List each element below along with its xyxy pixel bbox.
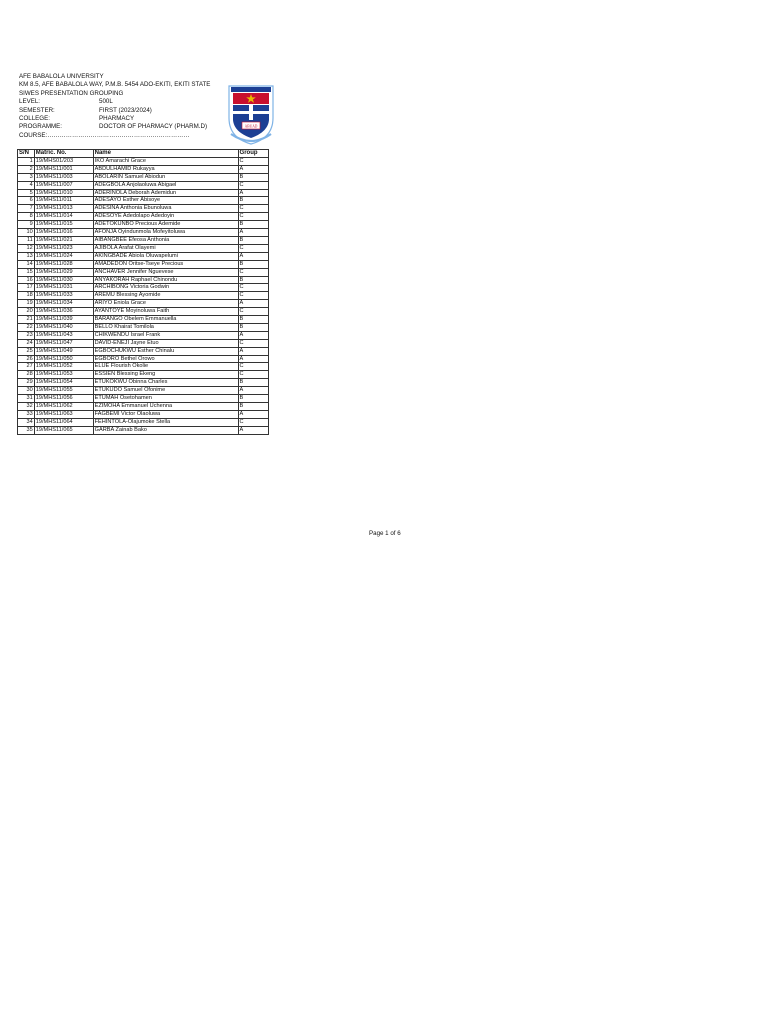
cell-group: B	[238, 276, 268, 284]
cell-name: BARANGO Obelem Emmanuella	[93, 316, 238, 324]
field-value: FIRST (2023/2024)	[99, 106, 152, 114]
table-row	[18, 339, 269, 347]
cell-group: C	[238, 339, 268, 347]
table-row	[18, 426, 269, 434]
cell-name: ETUMAH Osetohamen	[93, 395, 238, 403]
cell-sn: 4	[18, 181, 35, 189]
document-header	[19, 73, 234, 140]
cell-group: C	[238, 418, 268, 426]
cell-sn: 9	[18, 221, 35, 229]
cell-name: ETUKUDO Samuel Ofonime	[93, 387, 238, 395]
cell-name: ABOLARIN Samuel Abiodun	[93, 173, 238, 181]
cell-sn: 7	[18, 205, 35, 213]
table-row	[18, 403, 269, 411]
cell-matric: 19/MHS11/031	[34, 284, 93, 292]
cell-sn: 15	[18, 268, 35, 276]
cell-group: B	[238, 403, 268, 411]
column-header-name: Name	[93, 150, 238, 158]
cell-group: C	[238, 363, 268, 371]
table-row	[18, 387, 269, 395]
table-row	[18, 189, 269, 197]
cell-sn: 35	[18, 426, 35, 434]
cell-sn: 32	[18, 403, 35, 411]
cell-group: A	[238, 410, 268, 418]
field-label: COLLEGE:	[19, 115, 50, 123]
cell-name: ADESOYE Adedolapo Adedoyin	[93, 213, 238, 221]
cell-matric: 19/MHS11/011	[34, 197, 93, 205]
table-row	[18, 316, 269, 324]
cell-sn: 5	[18, 189, 35, 197]
cell-name: EZIMOHA Emmanuel Uchenna	[93, 403, 238, 411]
cell-name: ADERINOLA Deborah Ademidun	[93, 189, 238, 197]
cell-sn: 27	[18, 363, 35, 371]
table-row	[18, 363, 269, 371]
university-crest-logo	[227, 84, 275, 146]
cell-matric: 19/MHS11/021	[34, 236, 93, 244]
cell-matric: 19/MHS11/033	[34, 292, 93, 300]
cell-group: B	[238, 221, 268, 229]
table-row	[18, 300, 269, 308]
cell-sn: 21	[18, 316, 35, 324]
cell-group: C	[238, 284, 268, 292]
cell-matric: 19/MHS11/055	[34, 387, 93, 395]
cell-sn: 30	[18, 387, 35, 395]
cell-name: AKINGBADE Abiola Oluwapelumi	[93, 252, 238, 260]
cell-name: ETUKOKWU Obinna Charles	[93, 379, 238, 387]
cell-name: AIBANGBEE Efeosa Anthonia	[93, 236, 238, 244]
cell-matric: 19/MHS11/040	[34, 323, 93, 331]
cell-matric: 19/MHS11/034	[34, 300, 93, 308]
cell-group: A	[238, 426, 268, 434]
cell-matric: 19/MHS11/036	[34, 308, 93, 316]
cell-name: CHIKWENDU Israel Frank	[93, 331, 238, 339]
cell-name: AFONJA Oyindunmola Mofeyitoluwa	[93, 229, 238, 237]
cell-sn: 24	[18, 339, 35, 347]
cell-name: GARBA Zainab Bako	[93, 426, 238, 434]
table-row	[18, 252, 269, 260]
table-row	[18, 268, 269, 276]
field-value: DOCTOR OF PHARMACY (PHARM.D)	[99, 123, 208, 131]
cell-name: ANCHAVER Jennifer Nguevese	[93, 268, 238, 276]
cell-sn: 11	[18, 236, 35, 244]
cell-name: ADESINA Anthonia Ebunoluwa	[93, 205, 238, 213]
field-college	[19, 115, 234, 123]
cell-matric: 19/MHS11/052	[34, 363, 93, 371]
crest-banner	[231, 87, 271, 92]
table-row	[18, 308, 269, 316]
cell-matric: 19/MHS11/028	[34, 260, 93, 268]
table-row	[18, 331, 269, 339]
cell-group: C	[238, 205, 268, 213]
cell-group: B	[238, 197, 268, 205]
table-row	[18, 205, 269, 213]
cell-matric: 19/MHS11/053	[34, 371, 93, 379]
cell-sn: 16	[18, 276, 35, 284]
cell-sn: 33	[18, 410, 35, 418]
cell-name: EGBORO Bethel Orowo	[93, 355, 238, 363]
cell-name: DAVID-ENEJI Jayne Etuo	[93, 339, 238, 347]
cell-group: C	[238, 213, 268, 221]
cell-name: ADEGBOLA Anjolaoluwa Abigael	[93, 181, 238, 189]
cell-group: A	[238, 387, 268, 395]
table-row	[18, 260, 269, 268]
cell-name: FEHINTOLA-Olajumoke Stella	[93, 418, 238, 426]
cell-group: B	[238, 395, 268, 403]
cell-group: B	[238, 379, 268, 387]
cell-name: ESSIEN Blessing Ekeng	[93, 371, 238, 379]
table-row	[18, 276, 269, 284]
table-header-row	[18, 150, 269, 158]
field-label: LEVEL:	[19, 98, 40, 106]
cell-matric: 19/MHS11/056	[34, 395, 93, 403]
cell-sn: 12	[18, 244, 35, 252]
cell-group: A	[238, 331, 268, 339]
cell-group: C	[238, 308, 268, 316]
table-row	[18, 165, 269, 173]
grouping-table	[17, 149, 269, 435]
cell-sn: 2	[18, 165, 35, 173]
cell-matric: 19/MHS11/010	[34, 189, 93, 197]
crest-cross-horizontal	[233, 111, 269, 114]
cell-sn: 6	[18, 197, 35, 205]
cell-matric: 19/MHS11/003	[34, 173, 93, 181]
table-row	[18, 213, 269, 221]
cell-group: C	[238, 181, 268, 189]
table-row	[18, 347, 269, 355]
page-number: Page 1 of 6	[369, 530, 401, 537]
cell-group: B	[238, 316, 268, 324]
cell-name: AYANTOYE Moyinoluwa Faith	[93, 308, 238, 316]
cell-matric: 19/MHS11/007	[34, 181, 93, 189]
cell-name: IKO Amarachi Grace	[93, 157, 238, 165]
column-header-sn: S/N	[18, 150, 35, 158]
table-row	[18, 221, 269, 229]
cell-group: A	[238, 300, 268, 308]
table-row	[18, 181, 269, 189]
cell-matric: 19/MHS11/015	[34, 221, 93, 229]
table-row	[18, 292, 269, 300]
cell-matric: 19/MHS11/062	[34, 403, 93, 411]
cell-group: A	[238, 355, 268, 363]
cell-sn: 8	[18, 213, 35, 221]
cell-group: A	[238, 165, 268, 173]
cell-matric: 19/MHS11/043	[34, 331, 93, 339]
cell-sn: 25	[18, 347, 35, 355]
field-level	[19, 98, 234, 106]
table-row	[18, 418, 269, 426]
cell-group: A	[238, 252, 268, 260]
cell-matric: 19/MHS01/203	[34, 157, 93, 165]
cell-group: C	[238, 371, 268, 379]
table-row	[18, 379, 269, 387]
cell-sn: 19	[18, 300, 35, 308]
cell-group: B	[238, 260, 268, 268]
cell-name: AMADEDON Oritse-Tseye Precious	[93, 260, 238, 268]
cell-name: ADESAYO Esther Abisoye	[93, 197, 238, 205]
cell-sn: 22	[18, 323, 35, 331]
table-row	[18, 157, 269, 165]
cell-matric: 19/MHS11/050	[34, 355, 93, 363]
document-title: SIWES PRESENTATION GROUPING	[19, 89, 124, 97]
cell-sn: 3	[18, 173, 35, 181]
cell-sn: 18	[18, 292, 35, 300]
table-row	[18, 395, 269, 403]
university-address: KM 8.5, AFE BABALOLA WAY, P.M.B. 5454 ADO-EKITI, EKITI STATE	[19, 81, 211, 89]
cell-group: B	[238, 173, 268, 181]
cell-matric: 19/MHS11/039	[34, 316, 93, 324]
cell-group: C	[238, 268, 268, 276]
table-row	[18, 197, 269, 205]
cell-group: C	[238, 292, 268, 300]
cell-name: ADETOKUNBO Precious Ademide	[93, 221, 238, 229]
cell-matric: 19/MHS11/054	[34, 379, 93, 387]
table-row	[18, 410, 269, 418]
cell-sn: 26	[18, 355, 35, 363]
cell-matric: 19/MHS11/063	[34, 410, 93, 418]
crest-book-text: ABUAD	[244, 124, 258, 129]
cell-name: ABDULHAMID Rukayya	[93, 165, 238, 173]
cell-name: AREMU Blessing Ayomide	[93, 292, 238, 300]
cell-matric: 19/MHS11/014	[34, 213, 93, 221]
cell-name: ELUE Flourish Okolie	[93, 363, 238, 371]
table-row	[18, 229, 269, 237]
field-programme	[19, 123, 234, 131]
cell-group: B	[238, 323, 268, 331]
university-name: AFE BABALOLA UNIVERSITY	[19, 73, 104, 80]
cell-sn: 20	[18, 308, 35, 316]
cell-matric: 19/MHS11/064	[34, 418, 93, 426]
field-value: 500L	[99, 98, 113, 106]
cell-name: EGBOCHUKWU Esther Chinalu	[93, 347, 238, 355]
cell-matric: 19/MHS11/065	[34, 426, 93, 434]
table-row	[18, 173, 269, 181]
column-header-group: Group	[238, 150, 268, 158]
table-row	[18, 371, 269, 379]
cell-group: C	[238, 157, 268, 165]
cell-group: B	[238, 236, 268, 244]
table-row	[18, 355, 269, 363]
field-semester	[19, 107, 234, 115]
table-row	[18, 323, 269, 331]
table-row	[18, 284, 269, 292]
field-label: SEMESTER:	[19, 106, 55, 114]
cell-sn: 29	[18, 379, 35, 387]
cell-group: A	[238, 229, 268, 237]
cell-sn: 34	[18, 418, 35, 426]
cell-matric: 19/MHS11/023	[34, 244, 93, 252]
field-value: PHARMACY	[99, 115, 135, 123]
field-label: PROGRAMME:	[19, 123, 62, 131]
cell-name: FAGBEMI Victor Olaoluwa	[93, 410, 238, 418]
cell-sn: 10	[18, 229, 35, 237]
course-line: COURSE:……………………………………………………………	[19, 131, 190, 139]
cell-name: ARCHIBONG Victoria Godwin	[93, 284, 238, 292]
cell-matric: 19/MHS11/013	[34, 205, 93, 213]
column-header-matric: Matric. No.	[34, 150, 93, 158]
cell-matric: 19/MHS11/030	[34, 276, 93, 284]
cell-name: ANYAKORAH Raphael Chinondu	[93, 276, 238, 284]
cell-name: AJIBOLA Arafat Olayemi	[93, 244, 238, 252]
cell-matric: 19/MHS11/024	[34, 252, 93, 260]
cell-sn: 23	[18, 331, 35, 339]
cell-sn: 28	[18, 371, 35, 379]
cell-matric: 19/MHS11/001	[34, 165, 93, 173]
table-row	[18, 236, 269, 244]
cell-group: C	[238, 244, 268, 252]
cell-name: BELLO Khairat Tomilola	[93, 323, 238, 331]
cell-name: ARIYO Eniola Grace	[93, 300, 238, 308]
cell-sn: 14	[18, 260, 35, 268]
cell-sn: 17	[18, 284, 35, 292]
cell-matric: 19/MHS11/029	[34, 268, 93, 276]
cell-group: A	[238, 189, 268, 197]
cell-matric: 19/MHS11/047	[34, 339, 93, 347]
cell-group: A	[238, 347, 268, 355]
cell-matric: 19/MHS11/016	[34, 229, 93, 237]
cell-sn: 31	[18, 395, 35, 403]
cell-sn: 13	[18, 252, 35, 260]
cell-matric: 19/MHS11/049	[34, 347, 93, 355]
table-row	[18, 244, 269, 252]
cell-sn: 1	[18, 157, 35, 165]
